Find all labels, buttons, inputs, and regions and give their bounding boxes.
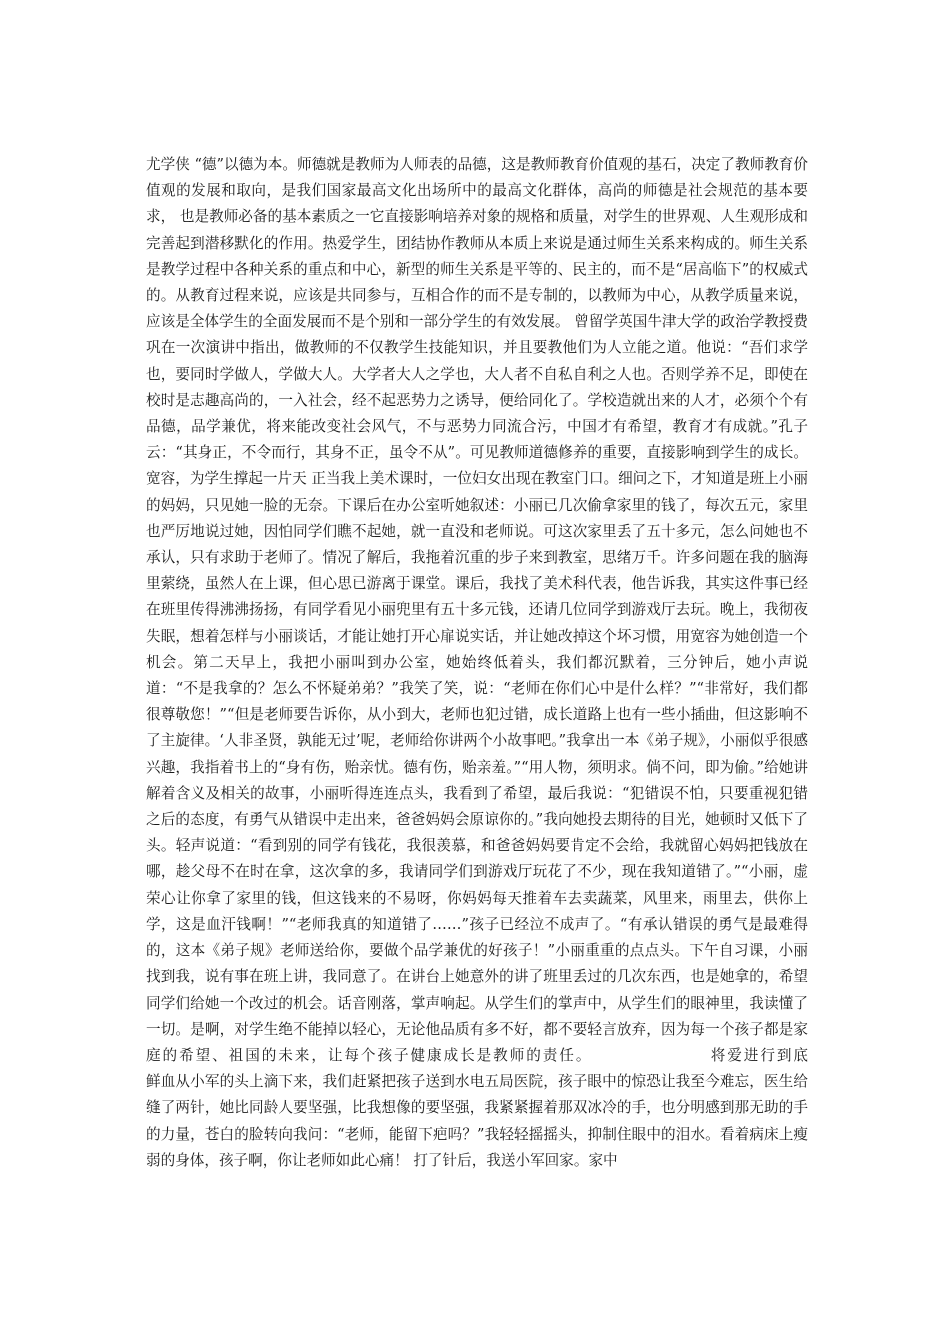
document-body [146, 152, 892, 1174]
body-paragraph: 尤学侠 “德”以德为本。师德就是教师为人师表的品德，这是教师教育价值观的基石，决定了教师教育价值观的发展和取向，是我们国家最高文化出场所中的最高文化群体，高尚的师德是社会规范的基本要求， 也是教师必备的基本素质之一它直接影响培养对象的规格和质量，对学生的世界观、人生观形成和完善起到潜移默化的作用。热爱学生，团结协作教师从本质上来说是通过师生关系来构成的。师生关系是教学过程中各种关系的重点和中心，新型的师生关系是平等的、民主的，而不是“居高临下”的权威式的。从教育过程来说，应该是共同参与，互相合作的而不是专制的，以教师为中心，从教学质量来说，应该是全体学生的全面发展而不是个别和一部分学生的有效发展。 曾留学英国牛津大学的政治学教授费巩在一次演讲中指出，做教师的不仅教学生技能知识，并且要教他们为人立能之道。他说：“吾们求学也，要同时学做人，学做大人。大学者大人之学也，大人者不自私自利之人也。否则学养不足，即使在校时是志趣高尚的，一入社会，经不起恶势力之诱导，便给同化了。学校造就出来的人才，必须个个有品德，品学兼优，将来能改变社会风气，不与恶势力同流合污，中国才有希望，教育才有成就。”孔子云：“其身正，不令而行，其身不正，虽令不从”。可见教师道德修养的重要，直接影响到学生的成长。 宽容，为学生撑起一片天 正当我上美术课时，一位妇女出现在教室门口。细问之下，才知道是班上小丽的妈妈，只见她一脸的无奈。下课后在办公室听她叙述：小丽已几次偷拿家里的钱了，每次五元，家里也严厉地说过她，因怕同学们瞧不起她，就一直没和老师说。可这次家里丢了五十多元，怎么问她也不承认，只有求助于老师了。情况了解后，我拖着沉重的步子来到教室，思绪万千。许多问题在我的脑海里萦绕，虽然人在上课，但心思已游离于课堂。课后，我找了美术科代表，他告诉我，其实这件事已经在班里传得沸沸扬扬，有同学看见小丽兜里有五十多元钱，还请几位同学到游戏厅去玩。晚上，我彻夜失眠，想着怎样与小丽谈话，才能让她打开心扉说实话，并让她改掉这个坏习惯，用宽容为她创造一个机会。第二天早上，我把小丽叫到办公室，她始终低着头，我们都沉默着，三分钟后，她小声说道：“不是我拿的？怎么不怀疑弟弟？”我笑了笑，说：“老师在你们心中是什么样？”“非常好，我们都很尊敬您！”“但是老师要告诉你，从小到大，老师也犯过错，成长道路上也有一些小插曲，但这影响不了主旋律。‘人非圣贤，孰能无过’呢，老师给你讲两个小故事吧。”我拿出一本《弟子规》，小丽似乎很感兴趣，我指着书上的“身有伤，贻亲忧。德有伤，贻亲羞。”“用人物，须明求。倘不问，即为偷。”给她讲解着含义及相关的故事，小丽听得连连点头，我看到了希望，最后我说：“犯错误不怕，只要重视犯错之后的态度，有勇气从错误中走出来，爸爸妈妈会原谅你的。”我向她投去期待的目光，她顿时又低下了头。轻声说道：“看到别的同学有钱花，我很羡慕，和爸爸妈妈要肯定不会给，我就留心妈妈把钱放在哪，趁父母不在时在拿，这次拿的多，我请同学们到游戏厅玩花了不少，现在我知道错了。”“小丽，虚荣心让你拿了家里的钱，但这钱来的不易呀，你妈妈每天推着车去卖蔬菜，风里来，雨里去，供你上学，这是血汗钱啊！”“老师我真的知道错了……”孩子已经泣不成声了。“有承认错误的勇气是最难得的，这本《弟子规》老师送给你，要做个品学兼优的好孩子！”小丽重重的点点头。下午自习课，小丽找到我，说有事在班上讲，我同意了。在讲台上她意外的讲了班里丢过的几次东西，也是她拿的，希望同学们给她一个改过的机会。话音刚落，掌声响起。从学生们的掌声中，从学生们的眼神里，我读懂了一切。是啊，对学生绝不能掉以轻心，无论他品质有多不好，都不要轻言放弃，因为每一个孩子都是家庭的希望、祖国的未来，让每个孩子健康成长是教师的责任。 将爱进行到底 鲜血从小军的头上滴下来，我们赶紧把孩子送到水电五局医院，孩子眼中的惊恐让我至今难忘，医生给缝了两针，她比同龄人要坚强，比我想像的要坚强，我紧紧握着那双冰冷的手，也分明感到那无助的手的力量，苍白的脸转向我问：“老师，能留下疤吗？”我轻轻摇摇头，抑制住眼中的泪水。看着病床上瘦弱的身体，孩子啊，你让老师如此心痛！ 打了针后，我送小军回家。家中 [146, 156, 892, 1169]
